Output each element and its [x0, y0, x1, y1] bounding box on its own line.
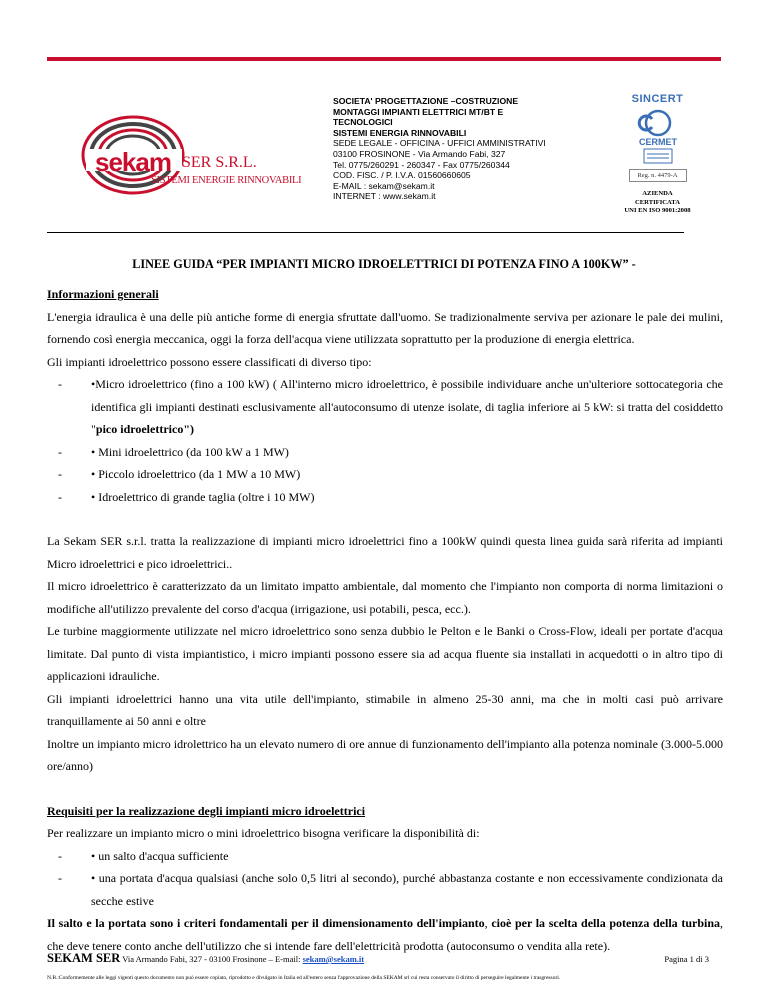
- company-line: SISTEMI ENERGIA RINNOVABILI: [333, 127, 467, 138]
- top-red-bar: [47, 57, 721, 61]
- list-dash: -: [58, 377, 62, 391]
- paragraph: La Sekam SER s.r.l. tratta la realizzazione di impianti micro idroelettrici fino a 100kW quindi questa linea guida sarà riferita ad impianti Micro idroelettrici e pico idroelettrici..: [47, 534, 723, 571]
- list-item: [47, 463, 723, 486]
- bold-run: Il salto e la portata sono i criteri fondamentali per il dimensionamento dell'impianto: [47, 916, 485, 930]
- cermet-badge-icon: [630, 109, 686, 167]
- list-text: • Piccolo idroelettrico (da 1 MW a 10 MW): [91, 467, 301, 481]
- sincert-logo: SINCERT: [631, 93, 684, 105]
- paragraph: Inoltre un impianto micro idrolettrico ha un elevato numero di ore annue di funzionamento dell'impianto alla potenza nominale (3.000-5.000 ore/anno): [47, 736, 723, 773]
- bold-run: cioè per la scelta della potenza della turbina: [491, 916, 720, 930]
- document-title: LINEE GUIDA “PER IMPIANTI MICRO IDROELETTRICI DI POTENZA FINO A 100KW” -: [132, 257, 636, 271]
- cermet-label: CERMET: [638, 137, 677, 147]
- company-line: E-MAIL : sekam@sekam.it: [333, 180, 435, 191]
- company-line: COD. FISC. / P. I.V.A. 01560660605: [333, 170, 471, 181]
- certification-block: [600, 93, 715, 216]
- paragraph: Gli impianti idroelettrico possono essere classificati di diverso tipo:: [47, 354, 372, 369]
- list-dash: -: [58, 444, 62, 459]
- logo-wordmark: sekam: [95, 147, 171, 177]
- cert-statement: [600, 190, 715, 216]
- company-line: TECNOLOGICI: [333, 117, 393, 128]
- list-text: • una portata d'acqua qualsiasi (anche solo 0,5 litri al secondo), purché abbastanza costante e non eccessivamente condizionata da secche estive: [91, 871, 723, 908]
- company-info: [333, 96, 583, 202]
- cert-line: UNI EN ISO 9001:2008: [624, 207, 691, 214]
- page-footer: [47, 949, 721, 981]
- cert-line: AZIENDA: [642, 190, 673, 197]
- page-number: Pagina 1 di 3: [664, 954, 709, 964]
- list-text-bold: pico idroelettrico"): [95, 422, 194, 436]
- list-dash: -: [58, 871, 62, 885]
- list-text: [91, 373, 723, 441]
- paragraph: L'energia idraulica è una delle più antiche forme di energia sfruttate dall'uomo. Se tradizionalmente serviva per azionare le pale dei mulini, fornendo così energia meccanica, oggi la forza dell'acqua viene utilizzata soprattutto per la produzione di energia elettrica.: [47, 309, 723, 346]
- footer-brand: SEKAM SER: [47, 951, 121, 965]
- document-body: [47, 283, 723, 957]
- company-line: SEDE LEGALE - OFFICINA - UFFICI AMMINISTRATIVI: [333, 138, 546, 149]
- registration-number: Reg. n. 4479-A: [629, 169, 687, 182]
- logo-subtitle: SISTEMI ENERGIE RINNOVABILI: [151, 175, 302, 186]
- company-line: Tel. 0775/260291 - 260347 - Fax 0775/260344: [333, 159, 510, 170]
- list-text: • Idroelettrico di grande taglia (oltre i 10 MW): [91, 489, 315, 504]
- paragraph: Gli impianti idroelettrici hanno una vita utile dell'impianto, stimabile in almeno 25-30 anni, ma che in molti casi può arrivare tranquillamente ai 50 anni e oltre: [47, 691, 723, 728]
- spacer: [47, 778, 723, 800]
- list-text-plain: •Micro idroelettrico (fino a 100 kW) ( All'interno micro idroelettrico, è possibile individuare anche un'ulteriore sottocategoria che identifica gli impianti destinati esclusivamente all'autoconsumo di utenze isolate, di taglia inferiore ai 5 kW: si tratta del cosiddetto ": [91, 377, 723, 436]
- list-item: [47, 845, 723, 868]
- list-item: [47, 373, 723, 441]
- paragraph: Il micro idroelettrico è caratterizzato da un limitato impatto ambientale, dal momento che l'impianto non comporta di norma limitazioni o modifiche all'utilizzo prevalente del corso d'acqua (irrigazione, usi potabili, pesca, ecc.).: [47, 579, 723, 616]
- paragraph: Per realizzare un impianto micro o mini idroelettrico bisogna verificare la disponibilità di:: [47, 826, 480, 840]
- plain-run: ,: [484, 916, 492, 930]
- company-logo: [78, 113, 302, 195]
- list-item: [47, 441, 723, 464]
- list-item: [47, 486, 723, 509]
- cert-line: CERTIFICATA: [635, 198, 680, 206]
- section-heading: Informazioni generali: [47, 287, 159, 301]
- list-text: • un salto d'acqua sufficiente: [91, 848, 229, 863]
- footer-address: Via Armando Fabi, 327 - 03100 Frosinone – E-mail:: [120, 954, 303, 964]
- footer-email-link[interactable]: sekam@sekam.it: [302, 954, 365, 964]
- header-divider: [47, 232, 684, 233]
- footer-address-line: [47, 949, 364, 967]
- company-line: INTERNET : www.sekam.it: [333, 191, 436, 202]
- list-text: • Mini idroelettrico (da 100 kW a 1 MW): [91, 444, 289, 459]
- list-dash: -: [58, 467, 62, 481]
- list-dash: -: [58, 848, 62, 863]
- list-dash: -: [58, 489, 62, 504]
- company-line: MONTAGGI IMPIANTI ELETTRICI MT/BT E: [333, 106, 504, 117]
- plain-run: , che deve tenere conto anche dell'utilizzo che si intende fare dell'elettricità prodotta (autoconsumo o vendita alla rete).: [47, 916, 723, 953]
- company-line: SOCIETA' PROGETTAZIONE –COSTRUZIONE: [333, 96, 519, 106]
- section-heading: Requisiti per la realizzazione degli impianti micro idroelettrici: [47, 803, 366, 818]
- company-line: 03100 FROSINONE - Via Armando Fabi, 327: [333, 148, 506, 159]
- logo-ser-srl: SER S.R.L.: [182, 154, 257, 171]
- spacer: [47, 508, 723, 530]
- legal-note: N.B.:Conformemente alle leggi vigenti questo documento non può essere copiato, riprodotto e divulgato in Italia ed all'estero senza l'approvazione della SEKAM srl cui resta conservato il diritto di perseguire legalmente i trasgressori.: [47, 975, 561, 981]
- paragraph: Le turbine maggiormente utilizzate nel micro idroelettrico sono senza dubbio le Pelton e le Banki o Cross-Flow, ideali per portate d'acqua limitate. Dal punto di vista impiantistico, i micro impianti possono essere sia ad acqua fluente sia installati in acquedotti o in altro tipo di applicazioni idrauliche.: [47, 624, 723, 683]
- list-item: [47, 867, 723, 912]
